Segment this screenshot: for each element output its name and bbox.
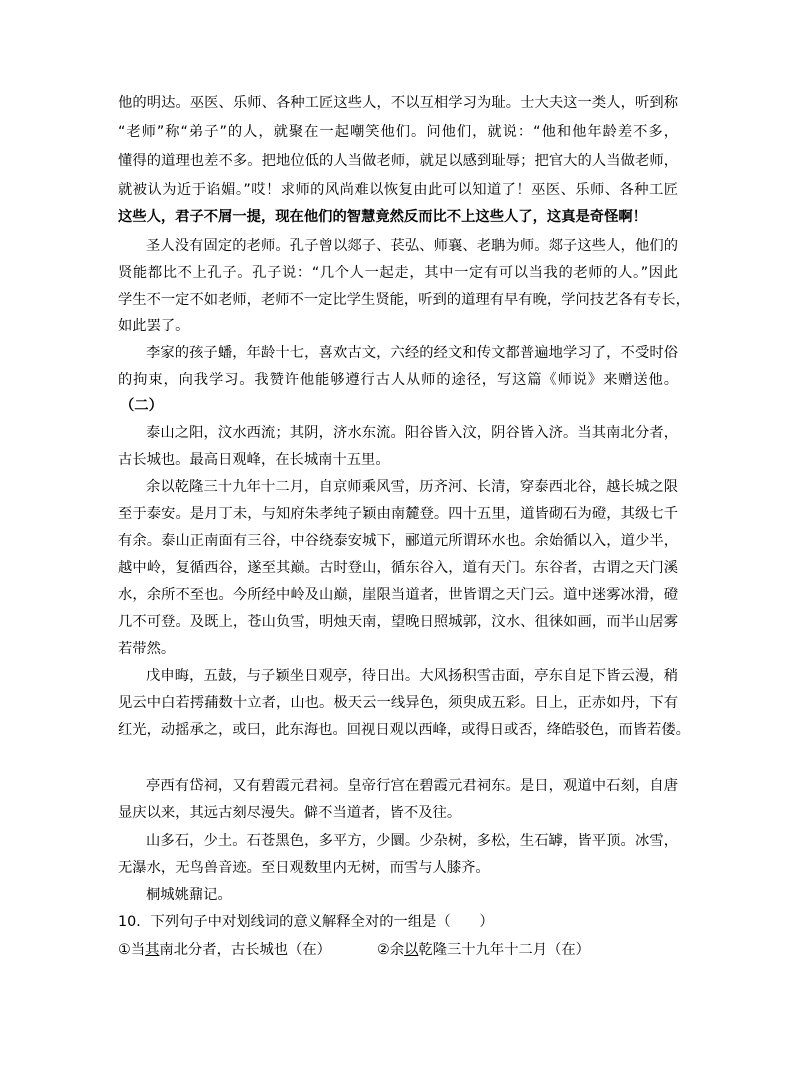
passage-one-line: 如此罢了。 [118,318,190,334]
passage-one-line: 圣人没有固定的老师。孔子曾以郯子、苌弘、师襄、老聃为师。郯子这些人，他们的 [146,238,678,254]
passage-one-line: 李家的孩子蟠，年龄十七，喜欢古文，六经的经文和传文都普遍地学习了，不受时俗 [146,345,678,361]
underlined-word: 以 [404,942,419,958]
question-stem: 10．下列句子中对划线词的意义解释全对的一组是（ ） [118,914,494,930]
question-option-2 [377,940,590,960]
passage-one-line: 就被认为近于谄媚。”哎！求师的风尚难以恢复由此可以知道了！巫医、乐师、各种工匠 [118,182,678,198]
passage-two-line: 至于泰安。是月丁未，与知府朱孝纯子颖由南麓登。四十五里，道皆砌石为磴，其级七千 [118,506,678,522]
section-two-heading: （二） [120,398,163,414]
passage-two-line: 无瀑水，无鸟兽音迹。至日观数里内无树，而雪与人膝齐。 [118,860,490,876]
passage-one-line: 这些人，君子不屑一提，现在他们的智慧竟然反而比不上这些人了，这真是奇怪啊！ [118,209,647,225]
passage-two-line: 几不可登。及既上，苍山负雪，明烛天南，望晚日照城郭，汶水、徂徕如画，而半山居雾 [118,614,678,630]
option-text-pre: 余 [389,942,405,958]
question-option-1 [118,940,331,960]
option-marker: ② [377,942,390,958]
passage-one-line: “老师”称“弟子”的人，就聚在一起嘲笑他们。问他们，就说：“他和他年龄差不多， [118,124,678,140]
passage-one-line: 学生不一定不如老师，老师不一定比学生贤能，听到的道理有早有晚，学问技艺各有专长， [118,292,690,308]
passage-two-line: 显庆以来，其远古刻尽漫失。僻不当道者，皆不及往。 [118,805,462,821]
passage-one-line: 贤能都比不上孔子。孔子说：“几个人一起走，其中一定有可以当我的老师的人。”因此 [118,265,678,281]
passage-one-line: 懂得的道理也差不多。把地位低的人当做老师，就足以感到耻辱；把官大的人当做老师， [118,153,678,169]
passage-one-line: 他的明达。巫医、乐师、各种工匠这些人，不以互相学习为耻。士大夫这一类人，听到称 [118,95,678,111]
passage-two-line: 戊申晦，五鼓，与子颖坐日观亭，待日出。大风扬积雪击面，亭东自足下皆云漫，稍 [146,668,678,684]
passage-two-line: 红光，动摇承之，或曰，此东海也。回视日观以西峰，或得日或否，绛皓驳色，而皆若偻。 [118,722,690,738]
option-text-post: 乾隆三十九年十二月（在） [418,942,590,958]
option-marker: ① [118,942,131,958]
question-options [118,940,678,960]
passage-two-line: 水，余所不至也。今所经中岭及山巅，崖限当道者，世皆谓之天门云。道中迷雾冰滑，磴 [118,587,678,603]
passage-two-line: 余以乾隆三十九年十二月，自京师乘风雪，历齐河、长清，穿泰西北谷，越长城之限 [146,479,678,495]
passage-two-line: 见云中白若摴蒱数十立者，山也。极天云一线异色，须臾成五彩。日上，正赤如丹，下有 [118,695,678,711]
passage-two-line: 古长城也。最高日观峰，在长城南十五里。 [118,452,390,468]
passage-two-line: 越中岭，复循西谷，遂至其巅。古时登山，循东谷入，道有天门。东谷者，古谓之天门溪 [118,560,678,576]
option-text-post: 南北分者，古长城也（在） [159,942,331,958]
passage-two-line: 泰山之阳，汶水西流；其阴，济水东流。阳谷皆入汶，阴谷皆入济。当其南北分者， [146,425,678,441]
passage-two-line: 山多石，少土。石苍黑色，多平方，少圜。少杂树，多松，生石罅，皆平顶。冰雪， [146,833,678,849]
option-text-pre: 当 [130,942,146,958]
passage-two-line: 桐城姚鼐记。 [146,887,232,903]
passage-two-line: 亭西有岱祠，又有碧霞元君祠。皇帝行宫在碧霞元君祠东。是日，观道中石刻，自唐 [146,778,678,794]
underlined-word: 其 [145,942,160,958]
passage-two-line: 若带然。 [118,641,176,657]
passage-one-line: 的拘束，向我学习。我赞许他能够遵行古人从师的途径，写这篇《师说》来赠送他。 [118,372,678,388]
passage-two-line: 有余。泰山正南面有三谷，中谷绕泰安城下，郦道元所谓环水也。余始循以入，道少半， [118,533,678,549]
